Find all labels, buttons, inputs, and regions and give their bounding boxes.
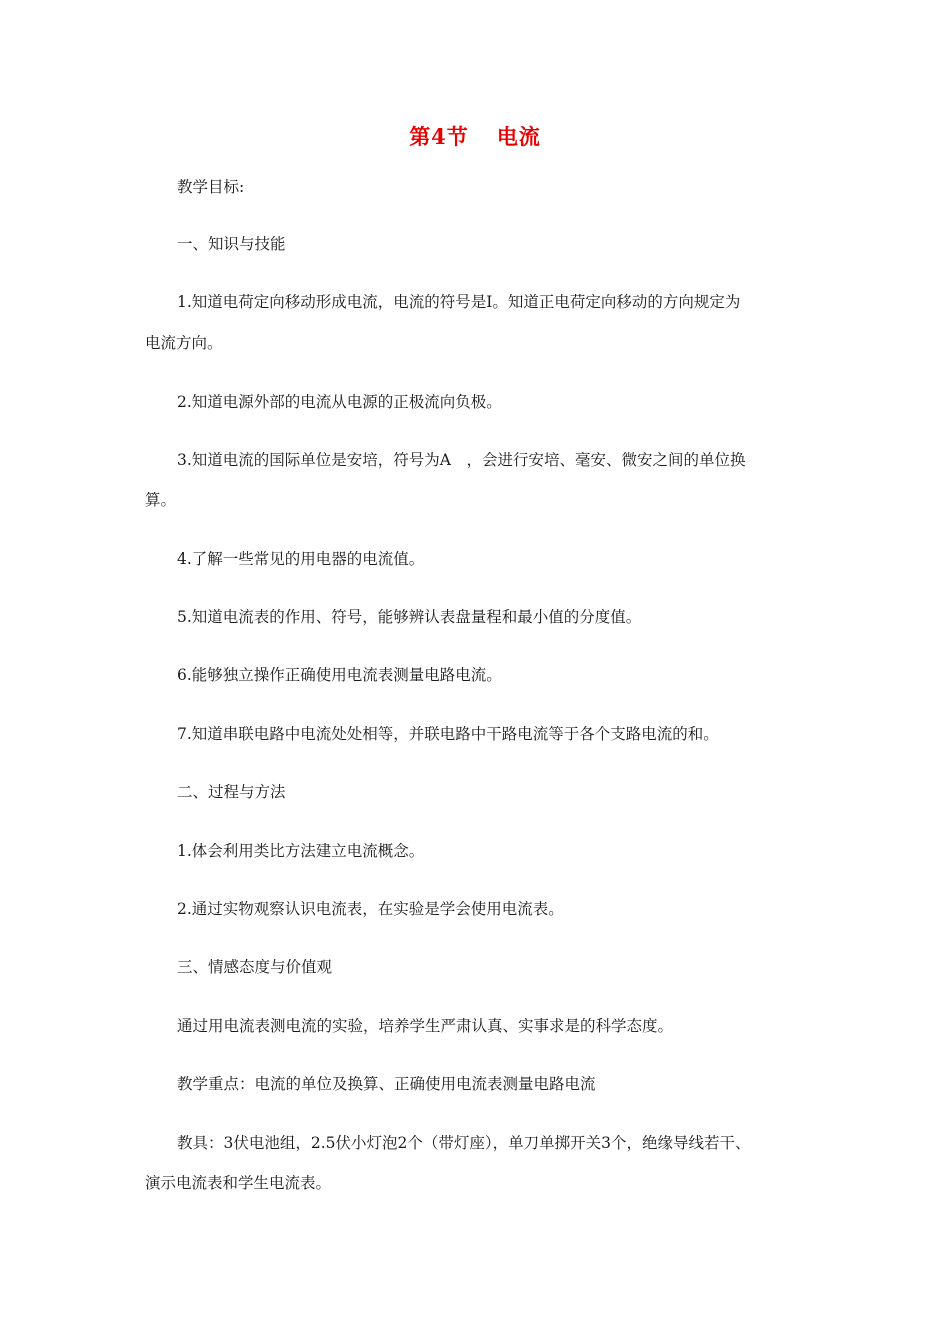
page-title [0,121,950,151]
teaching-aids: 教具：3伏电池组，2.5伏小灯泡2个（带灯座），单刀单掷开关3个，绝缘导线若干、 [177,1134,751,1152]
process-item-2: 2.通过实物观察认识电流表，在实验是学会使用电流表。 [177,900,564,918]
teaching-aids-cont: 演示电流表和学生电流表。 [145,1174,332,1192]
goal-item-3: 3.知道电流的国际单位是安培，符号为A ，会进行安培、毫安、微安之间的单位换 [177,451,746,469]
goal-item-1: 1.知道电荷定向移动形成电流，电流的符号是I。知道正电荷定向移动的方向规定为 [177,293,741,311]
section-heading-knowledge: 一、知识与技能 [177,235,286,253]
teaching-focus: 教学重点：电流的单位及换算、正确使用电流表测量电路电流 [177,1075,596,1093]
section-heading-attitude: 三、情感态度与价值观 [177,958,333,976]
goal-item-1-cont: 电流方向。 [145,334,223,352]
goal-item-6: 6.能够独立操作正确使用电流表测量电路电流。 [177,666,502,684]
title-section-number: 第4节 [409,124,469,149]
goal-item-5: 5.知道电流表的作用、符号，能够辨认表盘量程和最小值的分度值。 [177,608,642,626]
goal-item-2: 2.知道电源外部的电流从电源的正极流向负极。 [177,393,502,411]
process-item-1: 1.体会利用类比方法建立电流概念。 [177,842,425,860]
attitude-item: 通过用电流表测电流的实验，培养学生严肃认真、实事求是的科学态度。 [177,1017,674,1035]
title-topic: 电流 [496,124,541,149]
heading-teaching-goals: 教学目标: [177,178,245,196]
goal-item-3-cont: 算。 [145,491,177,509]
goal-item-7: 7.知道串联电路中电流处处相等，并联电路中干路电流等于各个支路电流的和。 [177,725,719,743]
goal-item-4: 4.了解一些常见的用电器的电流值。 [177,550,425,568]
section-heading-process: 二、过程与方法 [177,783,286,801]
